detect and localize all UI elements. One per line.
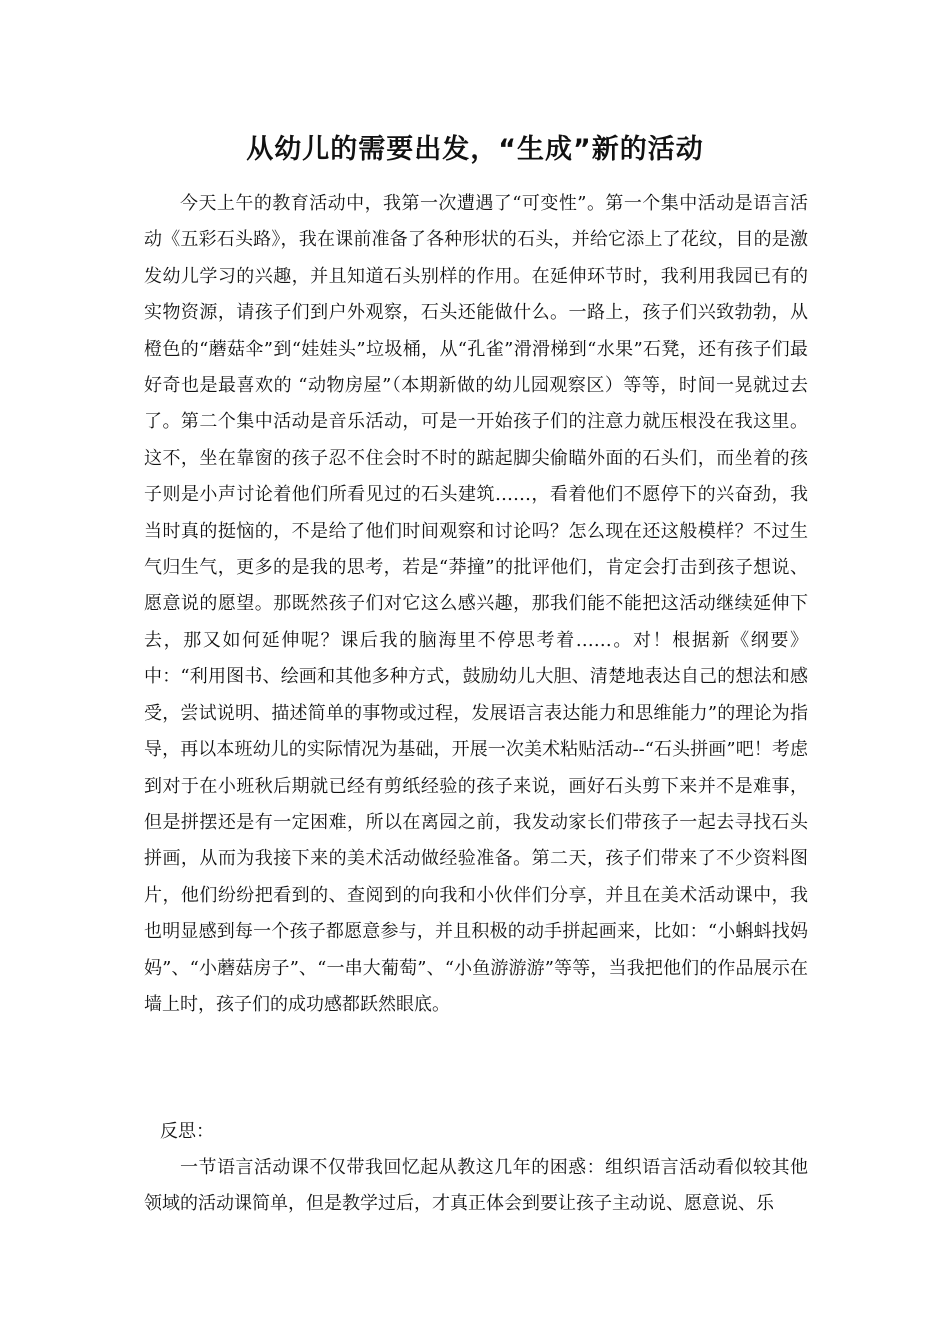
body-paragraph: 今天上午的教育活动中，我第一次遭遇了“可变性”。第一个集中活动是语言活动《五彩石头路》，我在课前准备了各种形状的石头，并给它添上了花纹，目的是激发幼儿学习的兴趣，并且知道石头别样的作用。在延伸环节时，我利用我园已有的实物资源，请孩子们到户外观察，石头还能做什么。一路上，孩子们兴致勃勃，从橙色的“蘑菇伞”到“娃娃头”垃圾桶，从“孔雀”滑滑梯到“水果”石凳，还有孩子们最好奇也是最喜欢的 “动物房屋”（本期新做的幼儿园观察区）等等，时间一晃就过去了。第二个集中活动是音乐活动，可是一开始孩子们的注意力就压根没在我这里。这不，坐在靠窗的孩子忍不住会时不时的踮起脚尖偷瞄外面的石头们，而坐着的孩子则是小声讨论着他们所看见过的石头建筑……，看着他们不愿停下的兴奋劲，我当时真的挺恼的，不是给了他们时间观察和讨论吗？怎么现在还这般模样？不过生气归生气，更多的是我的思考，若是“莽撞”的批评他们，肯定会打击到孩子想说、愿意说的愿望。那既然孩子们对它这么感兴趣，那我们能不能把这活动继续延伸下去，那又如何延伸呢？课后我的脑海里不停思考着……。对！根据新《纲要》中：“利用图书、绘画和其他多种方式，鼓励幼儿大胆、清楚地表达自己的想法和感受，尝试说明、描述简单的事物或过程，发展语言表达能力和思维能力”的理论为指导，再以本班幼儿的实际情况为基础，开展一次美术粘贴活动--“石头拼画”吧！考虑到对于在小班秋后期就已经有剪纸经验的孩子来说，画好石头剪下来并不是难事，但是拼摆还是有一定困难，所以在离园之前，我发动家长们带孩子一起去寻找石头拼画，从而为我接下来的美术活动做经验准备。第二天，孩子们带来了不少资料图片，他们纷纷把看到的、查阅到的向我和小伙伴们分享，并且在美术活动课中，我也明显感到每一个孩子都愿意参与，并且积极的动手拼起画来，比如：“小蝌蚪找妈妈”、“小蘑菇房子”、“一串大葡萄”、“小鱼游游游”等等，当我把他们的作品展示在墙上时，孩子们的成功感都跃然眼底。 bbox=[144, 193, 808, 1015]
reflection-paragraph: 一节语言活动课不仅带我回忆起从教这几年的困惑：组织语言活动看似较其他领域的活动课简单，但是教学过后，才真正体会到要让孩子主动说、愿意说、乐 bbox=[144, 1157, 808, 1215]
reflection-label: 反思： bbox=[160, 1121, 214, 1142]
document-title: 从幼儿的需要出发，“生成”新的活动 bbox=[246, 134, 704, 165]
